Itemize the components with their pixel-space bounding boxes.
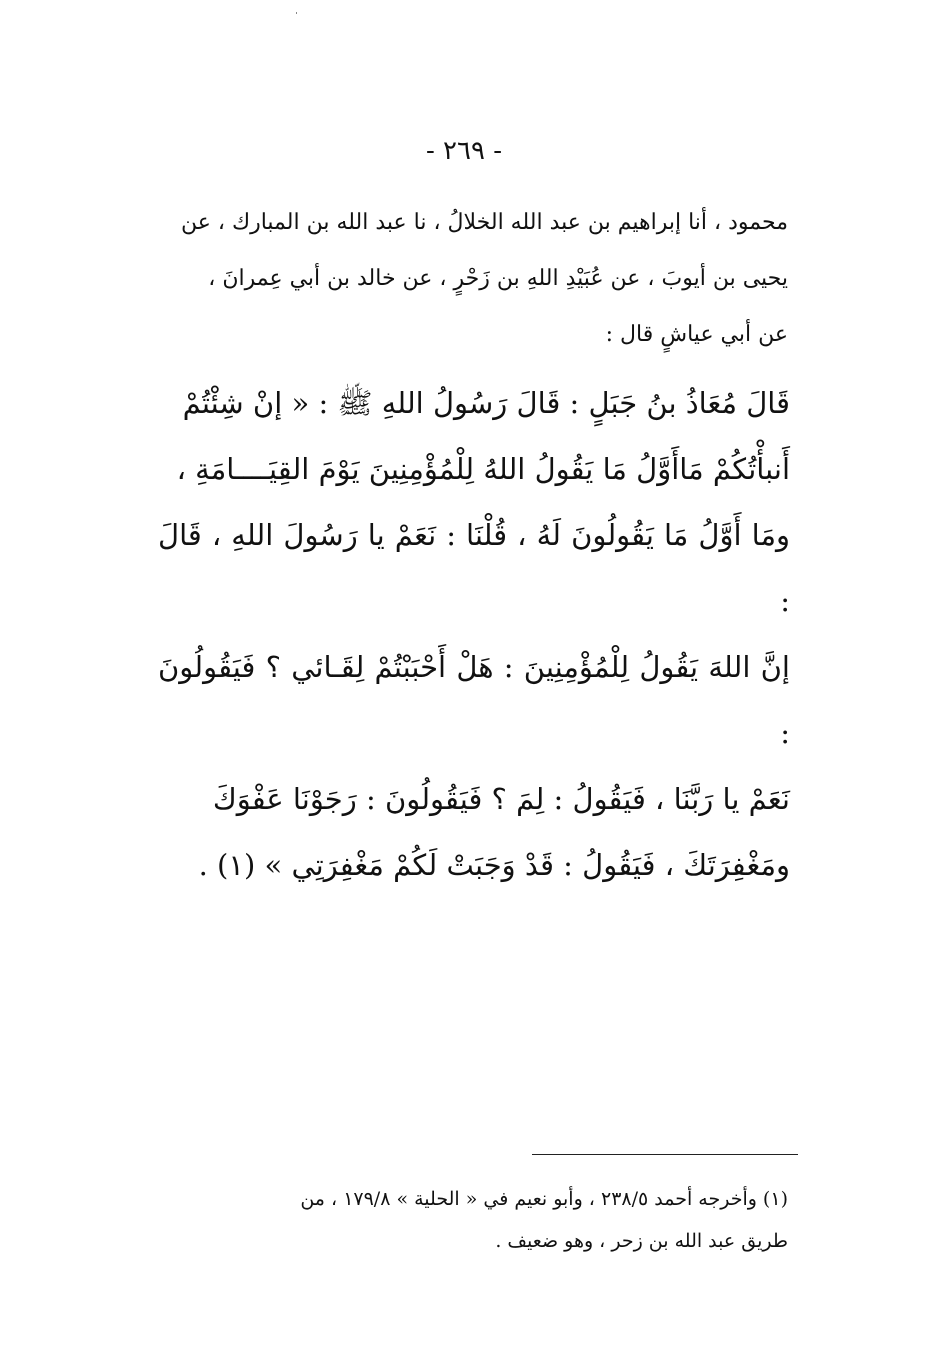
hadith-text [158, 370, 790, 898]
hadith-line: قَالَ مُعَاذُ بنُ جَبَلٍ : قَالَ رَسُولُ اللهِ ﷺ : « إنْ شِئْتُمْ [182, 386, 790, 420]
hadith-line: أَنبأْتُكُمْ مَاأَوَّلُ مَا يَقُولُ اللهُ لِلْمُؤْمِنِينَ يَوْمَ القِيَــــامَةِ ، [176, 452, 790, 486]
scan-speck [296, 12, 297, 14]
hadith-line: نَعَمْ يا رَبَّنَا ، فَيَقُولُ : لِمَ ؟ فَيَقُولُونَ : رَجَوْنَا عَفْوَكَ [212, 782, 790, 816]
footnote [146, 1178, 788, 1262]
isnad-paragraph [160, 195, 788, 363]
page-number: - ٢٦٩ - [425, 136, 503, 166]
isnad-line: عن أبي عياشٍ قال : [605, 322, 788, 347]
hadith-line: إنَّ اللهَ يَقُولُ لِلْمُؤْمِنِينَ : هَلْ أَحْبَبْتُمْ لِقَـائي ؟ فَيَقُولُونَ : [158, 650, 790, 750]
footnote-line: (١) وأخرجه أحمد ٢٣٨/٥ ، وأبو نعيم في « الحلية » ١٧٩/٨ ، من [300, 1188, 788, 1210]
footnote-divider [532, 1154, 798, 1155]
isnad-line: محمود ، أنا إبراهيم بن عبد الله الخلالُ ، نا عبد الله بن المبارك ، عن [181, 210, 788, 235]
isnad-line: يحيى بن أيوبَ ، عن عُبَيْدِ اللهِ بن زَحْرٍ ، عن خالد بن أبي عِمرانَ ، [208, 266, 788, 291]
hadith-line: ومَا أَوَّلُ مَا يَقُولُونَ لَهُ ، قُلْنَا : نَعَمْ يا رَسُولَ اللهِ ، قَالَ : [158, 518, 790, 618]
hadith-line: ومَغْفِرَتَكَ ، فَيَقُولُ : قَدْ وَجَبَتْ لَكُمْ مَغْفِرَتِي » (١) . [198, 848, 790, 882]
footnote-line: طريق عبد الله بن زحر ، وهو ضعيف . [495, 1230, 788, 1252]
